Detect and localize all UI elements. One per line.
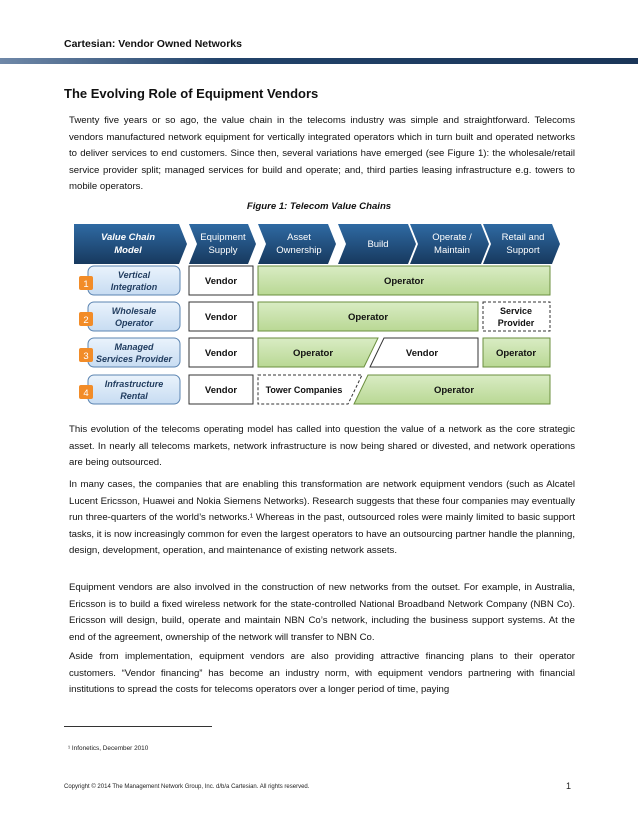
section-title: The Evolving Role of Equipment Vendors (64, 86, 319, 101)
model-3-line1: Managed (114, 342, 154, 352)
footnote: ¹ Infonetics, December 2010 (68, 745, 149, 752)
footer-copyright: Copyright © 2014 The Management Network Group, Inc. d/b/a Cartesian. All rights reserved. (64, 784, 310, 790)
model-4-line1: Infrastructure (104, 379, 164, 389)
badge-1-number: 1 (83, 279, 89, 290)
chevron-stage-4-line2: Maintain (434, 245, 470, 256)
chevron-value-chain-model-line2: Model (114, 245, 142, 256)
chevron-value-chain-model (74, 224, 187, 264)
badge-3-number: 3 (83, 351, 89, 362)
header-title: Cartesian: Vendor Owned Networks (64, 38, 242, 50)
paragraph-financing: Aside from implementation, equipment vendors are also providing attractive financing plans to their operator customers. “Vendor financing” has become an industry norm, with equipment vendors partnering with financial institutions to spread the costs for telecoms operators over a longer period of time, paying (69, 651, 575, 696)
chevron-stage-2-line1: Asset (287, 232, 311, 243)
chevron-stage-5-line1: Retail and (501, 232, 545, 243)
row2-operator-label: Operator (347, 312, 389, 323)
chevron-stage-4-line1: Operate / (432, 232, 472, 243)
row-vertical-integration (79, 266, 550, 295)
row2-service-provider-line2: Provider (497, 318, 535, 328)
paragraph-intro: Twenty five years or so ago, the value chain in the telecoms industry was simple and straightforward. Telecoms vendors manufactured network equipment for vertically integrated operators which in turn built and operated networks to deliver services to end customers. Since then, several variations have emerged (see Figure 1): the wholesale/retail service provider split; managed services for build and operate; and, third parties leasing infrastructure e.g. towers to mobile operators. (69, 115, 575, 193)
row-infrastructure-rental (79, 375, 550, 404)
paragraph-evolution: This evolution of the telecoms operating model has called into question the value of a network as the core strategic asset. In nearly all telecoms markets, network infrastructure is now being shared or divested, and network operations are being outsourced. (69, 424, 575, 469)
paragraph-construction: Equipment vendors are also involved in the construction of new networks from the outset. For example, in Australia, Ericsson is to build a fixed wireless network for the state-controlled National Broadband Network Company (NBN Co). Ericsson will design, build, operate and maintain NBN Co’s network, including the business support systems. At the end of the agreement, ownership of the network will transfer to NBN Co. (69, 582, 575, 643)
chevron-stage-1-line1: Equipment (200, 232, 246, 243)
chevron-value-chain-model-line1: Value Chain (100, 232, 156, 243)
row4-tower-companies-label: Tower Companies (265, 385, 343, 395)
chevron-stage-1 (189, 224, 256, 264)
badge-4-number: 4 (83, 388, 89, 399)
row4-operator-label: Operator (433, 385, 475, 396)
model-1-line1: Vertical (117, 270, 151, 280)
row1-operator-label: Operator (383, 276, 425, 287)
chevron-stage-5-line2: Support (506, 245, 540, 256)
row3-vendor-label: Vendor (204, 348, 238, 359)
row-managed-services (79, 338, 550, 367)
row2-service-provider-line1: Service (499, 306, 533, 316)
footnote-rule (64, 726, 212, 727)
badge-2-number: 2 (83, 315, 89, 326)
row3-operator-retail-label: Operator (495, 348, 537, 359)
row1-vendor-label: Vendor (204, 276, 238, 287)
chevron-stage-4 (410, 224, 489, 264)
row3-operator-label: Operator (292, 348, 334, 359)
chevron-stage-2 (258, 224, 336, 264)
chevron-stage-2-line2: Ownership (276, 245, 322, 256)
row-wholesale-operator (79, 302, 550, 331)
page-number: 1 (566, 781, 572, 791)
row3-vendor-build-label: Vendor (405, 348, 439, 359)
paragraph-vendors: In many cases, the companies that are enabling this transformation are network equipment vendors (such as Alcatel Lucent Ericsson, Huawei and Nokia Siemens Networks). Research suggests that these four companies may eventually run three-quarters of the world’s networks.¹ Whereas in the past, outsourced roles were mainly limited to basic support tasks, it is now increasingly common for even the largest operators to have an outsourcing partner handle the planning, design, development, operation, and maintenance of existing network assets. (69, 479, 575, 557)
model-1-line2: Integration (110, 282, 158, 292)
model-2-line1: Wholesale (111, 306, 157, 316)
model-2-line2: Operator (114, 318, 154, 328)
value-chain-diagram (66, 220, 576, 415)
row2-vendor-label: Vendor (204, 312, 238, 323)
row4-vendor-label: Vendor (204, 385, 238, 396)
chevron-stage-3-line1: Build (367, 239, 389, 250)
figure-caption: Figure 1: Telecom Value Chains (246, 201, 392, 212)
chevron-stage-5 (483, 224, 560, 264)
chevron-header-row (74, 224, 560, 264)
chevron-stage-1-line2: Supply (208, 245, 238, 256)
model-4-line2: Rental (120, 391, 148, 401)
header-bar (0, 58, 638, 64)
model-3-line2: Services Provider (95, 354, 173, 364)
